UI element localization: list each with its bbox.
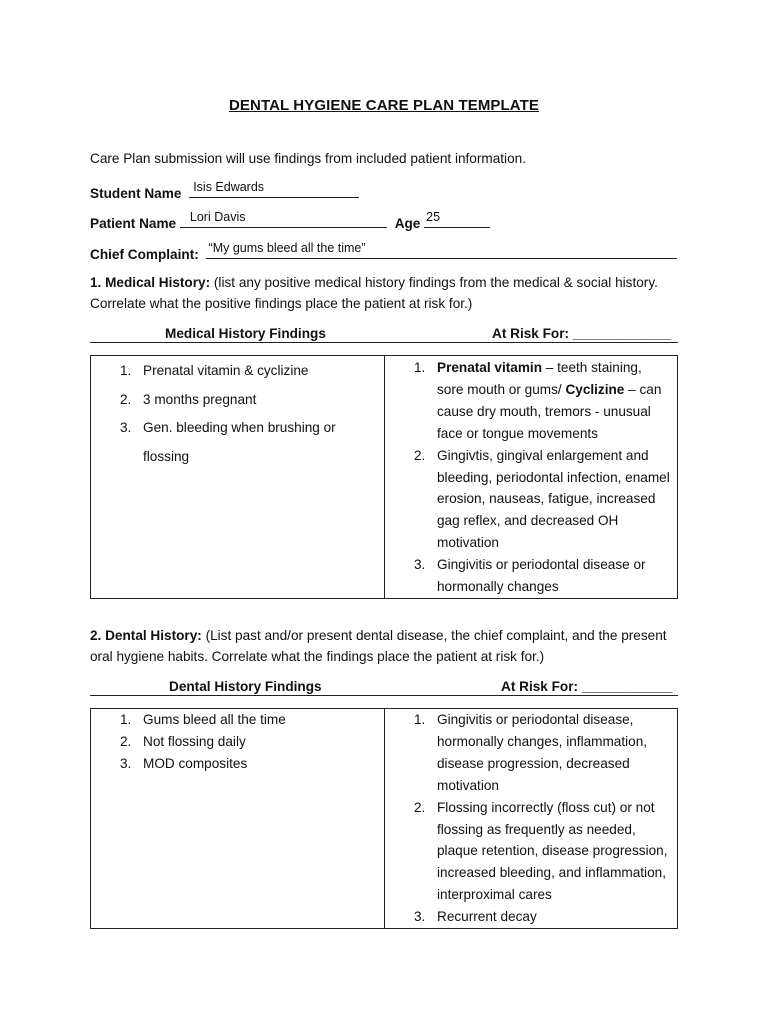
list-text: – teeth staining, sore mouth or gums/	[437, 360, 642, 397]
chief-complaint-field[interactable]	[206, 243, 677, 259]
medical-history-desc-1: (list any positive medical history findings from the medical & social history.	[210, 275, 658, 290]
medical-findings-header: Medical History Findings	[165, 326, 326, 341]
chief-complaint-label: Chief Complaint:	[90, 247, 199, 262]
list-item	[385, 797, 677, 907]
list-number: 1.	[120, 712, 132, 727]
patient-name-field[interactable]	[180, 212, 387, 228]
list-text: Prenatal vitamin & cyclizine	[143, 363, 309, 378]
list-item	[91, 731, 384, 753]
list-number: 2.	[120, 733, 132, 749]
list-text: Gingivitis or periodontal disease, hormonally changes, inflammation, disease progression, decreased motivation	[437, 712, 648, 793]
list-item	[91, 386, 384, 415]
document-title: DENTAL HYGIENE CARE PLAN TEMPLATE	[229, 97, 539, 114]
medical-history-desc-2: Correlate what the positive findings place the patient at risk for.)	[90, 296, 473, 311]
medical-history-heading: 1. Medical History:	[90, 275, 211, 290]
dental-risk-header-label: At Risk For:	[501, 679, 579, 694]
student-name-row	[90, 182, 359, 201]
patient-name-row	[90, 212, 490, 231]
dental-history-instructions	[90, 625, 690, 667]
list-text: Not flossing daily	[143, 733, 246, 749]
list-number: 1.	[414, 712, 426, 727]
dental-findings-header: Dental History Findings	[169, 679, 322, 694]
dental-risk-header-blank: ____________	[581, 679, 673, 694]
list-number: 3.	[414, 557, 426, 573]
list-number: 1.	[414, 360, 426, 375]
list-text: Gums bleed all the time	[143, 712, 286, 727]
medical-history-table	[90, 355, 678, 599]
medical-risk-header-blank: _____________	[572, 326, 672, 341]
medical-risk-header	[492, 326, 671, 341]
dental-findings-cell	[91, 709, 385, 929]
list-text: 3 months pregnant	[143, 391, 257, 407]
list-text: Recurrent decay	[437, 909, 537, 925]
patient-name-label: Patient Name	[90, 216, 177, 231]
list-item	[385, 554, 677, 598]
intro-text: Care Plan submission will use findings from included patient information.	[90, 151, 526, 166]
list-item	[91, 357, 384, 386]
list-item	[385, 357, 677, 445]
list-text: – can cause dry mouth, tremors - unusual face or tongue movements	[437, 381, 662, 441]
list-text: MOD composites	[143, 755, 248, 771]
list-text-bold: Prenatal vitamin	[437, 360, 543, 375]
list-item	[91, 414, 384, 471]
list-number: 2.	[414, 799, 426, 815]
dental-findings-list	[91, 709, 384, 775]
list-text: Gingivtis, gingival enlargement and bleeding, periodontal infection, enamel erosion, nauseas, fatigue, increased gag reflex, and decreased OH motivation	[437, 447, 670, 551]
medical-risk-cell	[385, 356, 678, 599]
list-number: 3.	[120, 420, 132, 435]
list-item	[385, 906, 677, 928]
age-value: 25	[426, 210, 441, 224]
student-name-value: Isis Edwards	[193, 180, 265, 194]
medical-findings-cell	[91, 356, 385, 599]
chief-complaint-row	[90, 243, 677, 262]
chief-complaint-value: “My gums bleed all the time”	[208, 241, 366, 255]
medical-history-column-header	[90, 324, 678, 343]
list-item	[385, 709, 677, 797]
patient-name-value: Lori Davis	[189, 210, 246, 224]
list-text: Gingivitis or periodontal disease or hormonally changes	[437, 557, 646, 595]
dental-history-desc-1: (List past and/or present dental disease, the chief complaint, and the present	[201, 628, 667, 643]
list-text: Flossing incorrectly (floss cut) or not flossing as frequently as needed, plaque retention, disease progression, increased bleeding, and inflammation, interproximal cares	[437, 799, 668, 903]
list-item	[91, 753, 384, 775]
list-number: 2.	[414, 447, 426, 463]
list-number: 3.	[120, 755, 132, 771]
student-name-label: Student Name	[90, 186, 182, 201]
list-item	[91, 709, 384, 731]
dental-history-desc-2: oral hygiene habits. Correlate what the findings place the patient at risk for.)	[90, 649, 545, 664]
medical-history-instructions	[90, 272, 690, 314]
dental-history-table	[90, 708, 678, 929]
dental-risk-list	[385, 709, 677, 928]
list-text: Gen. bleeding when brushing or flossing	[143, 420, 336, 464]
medical-risk-list	[385, 357, 677, 598]
list-number: 2.	[120, 391, 132, 407]
age-label: Age	[394, 216, 421, 231]
list-number: 1.	[120, 363, 132, 378]
age-field[interactable]	[424, 212, 490, 228]
student-name-field[interactable]	[189, 182, 359, 198]
list-number: 3.	[414, 909, 426, 925]
dental-risk-header	[501, 679, 673, 694]
medical-risk-header-label: At Risk For:	[492, 326, 570, 341]
dental-history-heading: 2. Dental History:	[90, 628, 202, 643]
dental-history-column-header	[90, 677, 678, 696]
dental-risk-cell	[385, 709, 678, 929]
medical-findings-list	[91, 357, 384, 471]
list-text-bold: Cyclizine	[565, 381, 625, 397]
list-item	[385, 445, 677, 555]
